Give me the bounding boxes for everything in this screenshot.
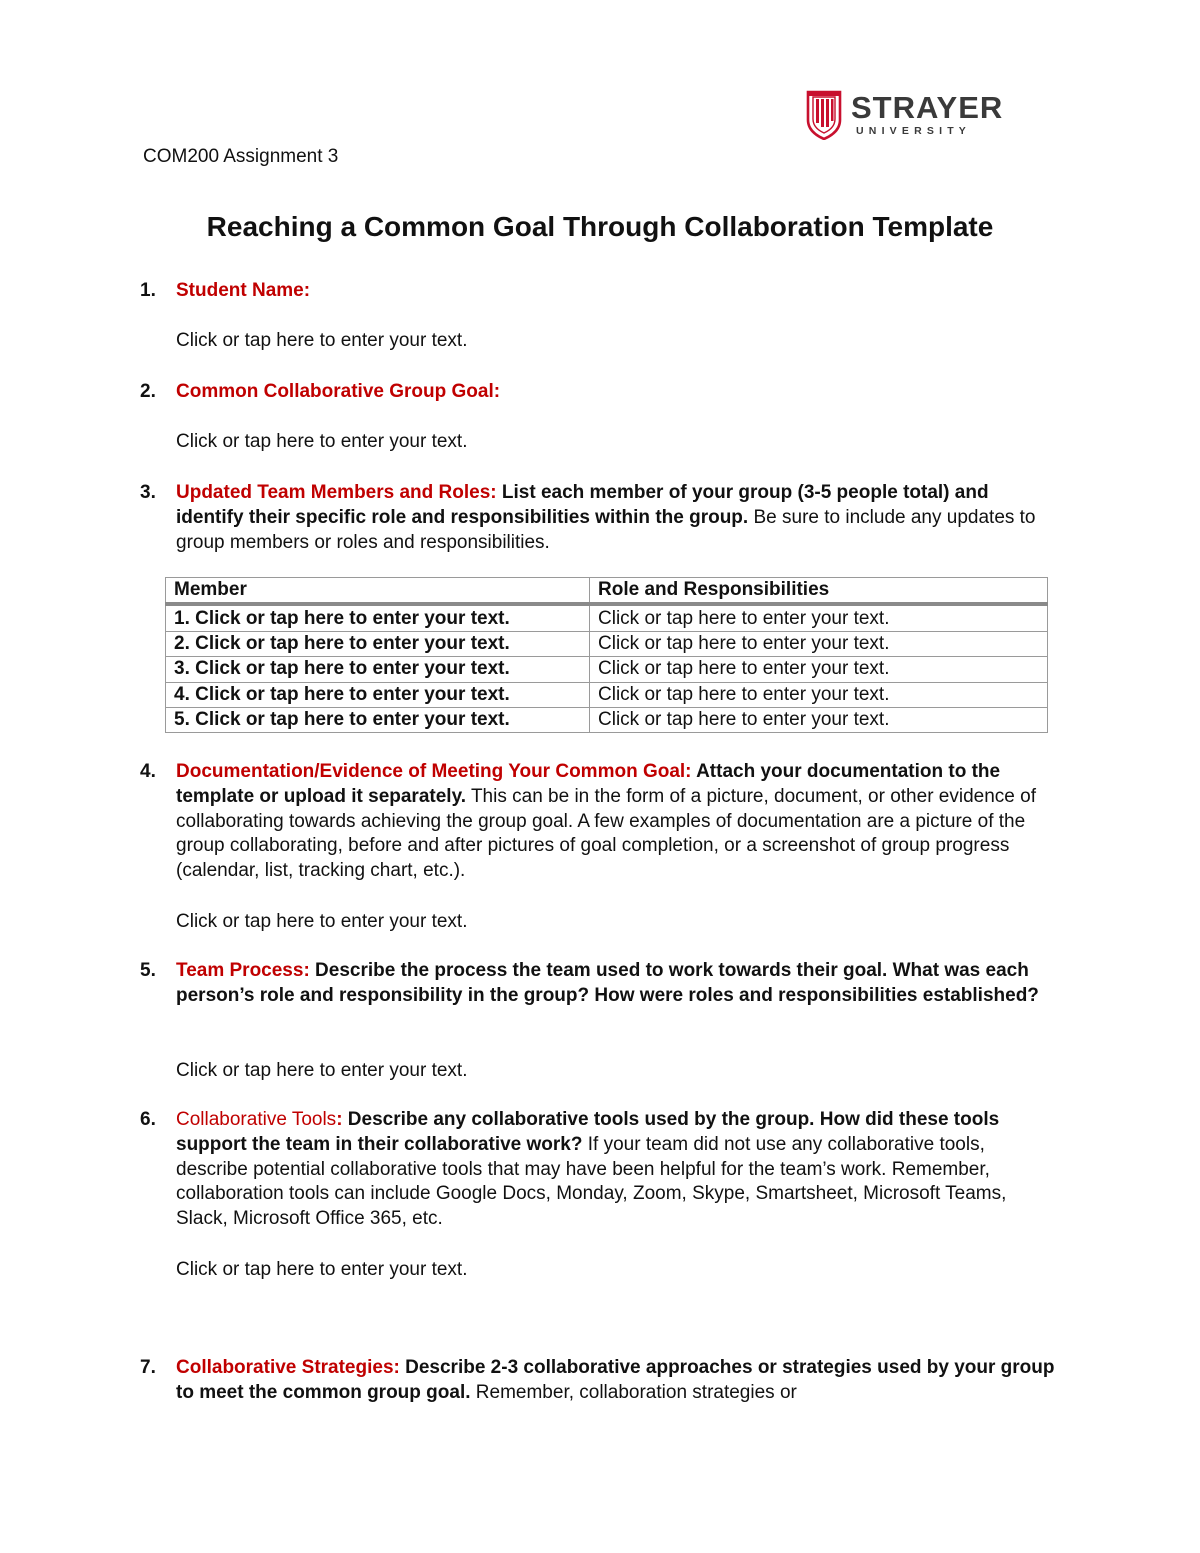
member-cell[interactable]: 5. Click or tap here to enter your text.	[166, 707, 590, 732]
item-note: If your team did not use any collaborative tools, describe potential collaborative tools that may have been helpful for the team’s work. Remember, collaboration tools can include Google Docs, Monday, Zoom, Skype, Smartsheet, Microsoft Teams, Slack, Microsoft Office 365, etc.	[176, 1133, 1007, 1230]
item-note: Remember, collaboration strategies or	[470, 1381, 797, 1403]
table-row	[166, 631, 1048, 656]
item-heading: Student Name:	[176, 280, 311, 301]
documentation-field[interactable]: Click or tap here to enter your text.	[176, 911, 468, 932]
group-goal-field[interactable]: Click or tap here to enter your text.	[176, 431, 468, 452]
item-number: 6.	[140, 1109, 156, 1130]
header-role: Role and Responsibilities	[590, 578, 1048, 605]
item-student-name	[140, 279, 1058, 304]
table-header-row	[166, 578, 1048, 605]
role-cell[interactable]: Click or tap here to enter your text.	[590, 657, 1048, 682]
header-member: Member	[166, 578, 590, 605]
strayer-university-logo	[806, 90, 1011, 142]
logo-wordmark: STRAYER	[851, 90, 1004, 125]
item-heading: Updated Team Members and Roles:	[176, 482, 497, 503]
member-cell[interactable]: 3. Click or tap here to enter your text.	[166, 657, 590, 682]
item-heading: Collaborative Strategies:	[176, 1357, 400, 1378]
student-name-field[interactable]: Click or tap here to enter your text.	[176, 330, 468, 351]
item-heading: Documentation/Evidence of Meeting Your Common Goal:	[176, 761, 692, 782]
item-note: Be sure to include any updates to group members or roles and responsibilities.	[176, 506, 1036, 553]
item-number: 3.	[140, 482, 156, 503]
team-process-field[interactable]: Click or tap here to enter your text.	[176, 1060, 468, 1081]
collaborative-tools-field[interactable]: Click or tap here to enter your text.	[176, 1259, 468, 1280]
item-group-goal	[140, 380, 1058, 405]
team-members-table	[165, 577, 1048, 733]
member-cell[interactable]: 1. Click or tap here to enter your text.	[166, 604, 590, 631]
role-cell[interactable]: Click or tap here to enter your text.	[590, 682, 1048, 707]
item-number: 5.	[140, 960, 156, 981]
role-cell[interactable]: Click or tap here to enter your text.	[590, 604, 1048, 631]
item-number: 2.	[140, 381, 156, 402]
shield-icon	[806, 90, 842, 140]
course-label: COM200 Assignment 3	[143, 146, 339, 167]
item-collaborative-strategies	[140, 1356, 1058, 1406]
table-row	[166, 707, 1048, 732]
item-heading: Team Process:	[176, 960, 310, 981]
item-instruction: List each member of your group (3-5 people total) and identify their specific role and responsibilities within the group.	[176, 482, 989, 528]
item-instruction: Describe the process the team used to work towards their goal. What was each person’s role and responsibility in the group? How were roles and responsibilities established?	[176, 960, 1039, 1006]
item-instruction: Describe any collaborative tools used by the group. How did these tools support the team in their collaborative work?	[176, 1109, 1000, 1155]
member-cell[interactable]: 4. Click or tap here to enter your text.	[166, 682, 590, 707]
item-instruction: Attach your documentation to the template or upload it separately.	[176, 761, 1001, 807]
item-heading: Collaborative Tools	[176, 1109, 337, 1130]
logo-subtitle: UNIVERSITY	[856, 125, 972, 137]
item-collaborative-tools	[140, 1108, 1058, 1232]
item-documentation	[140, 760, 1058, 884]
table-row	[166, 604, 1048, 631]
page-title: Reaching a Common Goal Through Collaboration Template	[206, 211, 994, 242]
table-row	[166, 682, 1048, 707]
table-row	[166, 657, 1048, 682]
role-cell[interactable]: Click or tap here to enter your text.	[590, 631, 1048, 656]
item-number: 7.	[140, 1357, 156, 1378]
item-instruction: Describe 2-3 collaborative approaches or strategies used by your group to meet the common group goal.	[176, 1357, 1055, 1403]
role-cell[interactable]: Click or tap here to enter your text.	[590, 707, 1048, 732]
member-cell[interactable]: 2. Click or tap here to enter your text.	[166, 631, 590, 656]
item-team-process	[140, 959, 1058, 1009]
item-number: 4.	[140, 761, 156, 782]
item-team-members	[140, 481, 1058, 555]
item-heading: Common Collaborative Group Goal:	[176, 381, 501, 402]
item-note: This can be in the form of a picture, document, or other evidence of collaborating towards achieving the group goal. A few examples of documentation are a picture of the group collaborating, before and after pictures of goal completion, or a screenshot of group progress (calendar, list, tracking chart, etc.).	[176, 785, 1036, 882]
item-number: 1.	[140, 280, 156, 301]
item-heading-colon: :	[336, 1109, 343, 1130]
